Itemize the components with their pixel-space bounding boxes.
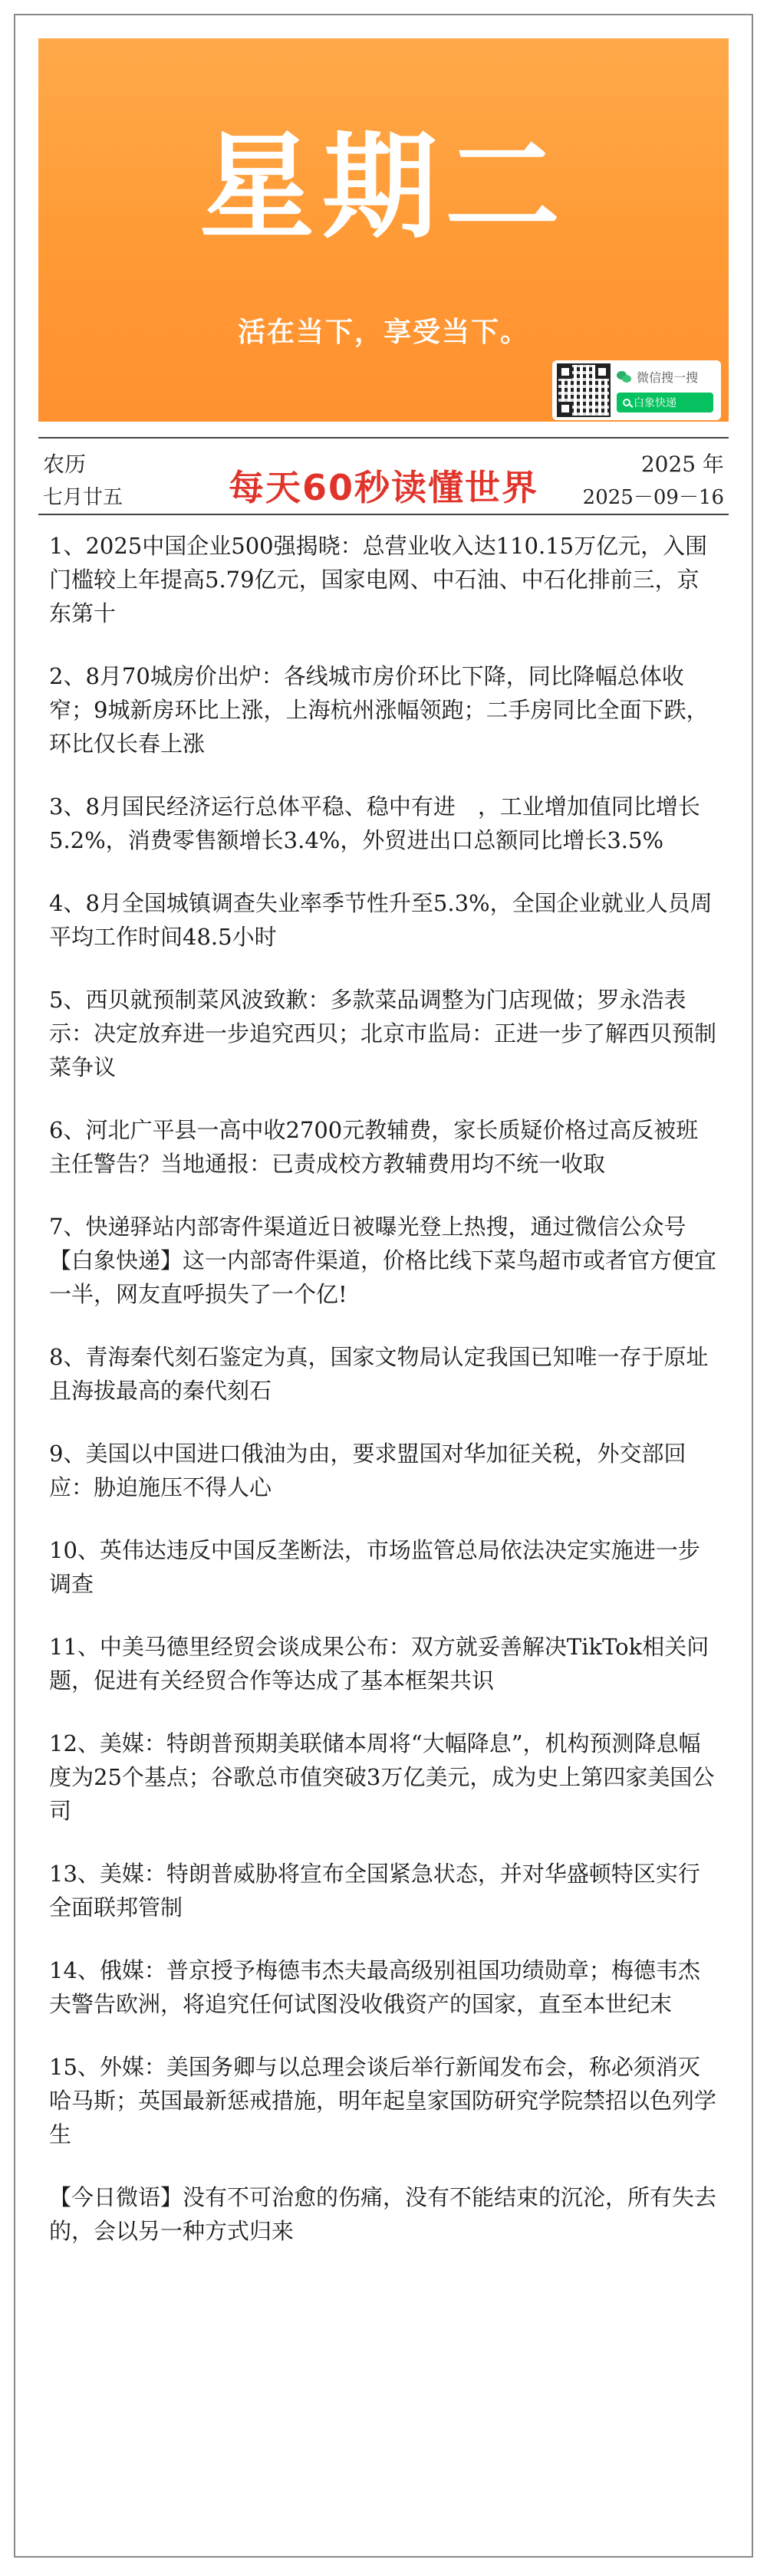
news-item-15: 15、外媒：美国务卿与以总理会谈后举行新闻发布会，称必须消灭哈马斯；英国最新惩戒措施，明年起皇家国防研究学院禁招以色列学生 xyxy=(49,2054,717,2147)
daily-quote: 【今日微语】没有不可治愈的伤痛，没有不能结束的沉沦，所有失去的，会以另一种方式归来 xyxy=(49,2184,717,2244)
year-label: 2025 年 xyxy=(640,452,724,477)
search-icon xyxy=(623,399,630,406)
qr-code-icon[interactable] xyxy=(558,365,609,416)
full-date: 2025－09－16 xyxy=(582,486,724,509)
news-item-6: 6、河北广平县一高中收2700元教辅费，家长质疑价格过高反被班主任警告？当地通报：已责成校方教辅费用均不统一收取 xyxy=(49,1117,699,1177)
lunar-date: 七月廿五 xyxy=(43,486,123,509)
wechat-search-row xyxy=(617,368,698,386)
wechat-search-card[interactable] xyxy=(552,360,721,420)
search-pill-label: 白象快递 xyxy=(634,397,676,409)
page-headline: 每天60秒读懂世界 xyxy=(228,467,538,508)
news-item-4: 4、8月全国城镇调查失业率季节性升至5.3%，全国企业就业人员周平均工作时间48.5小时 xyxy=(49,890,713,950)
lunar-label: 农历 xyxy=(43,452,87,477)
news-item-13: 13、美媒：特朗普威胁将宣布全国紧急状态，并对华盛顿特区实行全面联邦管制 xyxy=(49,1861,700,1921)
weekday-title: 星期二 xyxy=(199,121,568,255)
banner-slogan: 活在当下，享受当下。 xyxy=(237,317,529,348)
news-list xyxy=(49,529,719,2270)
divider-top xyxy=(38,437,729,439)
news-item-10: 10、英伟达违反中国反垄断法，市场监管总局依法决定实施进一步调查 xyxy=(49,1537,700,1597)
news-item-14: 14、俄媒：普京授予梅德韦杰夫最高级别祖国功绩勋章；梅德韦杰夫警告欧洲，将追究任何试图没收俄资产的国家，直至本世纪末 xyxy=(49,1957,700,2017)
news-item-5: 5、西贝就预制菜风波致歉：多款菜品调整为门店现做；罗永浩表示：决定放弃进一步追究西贝；北京市监局：正进一步了解西贝预制菜争议 xyxy=(49,987,717,1080)
news-item-7: 7、快递驿站内部寄件渠道近日被曝光登上热搜，通过微信公众号【白象快递】这一内部寄件渠道，价格比线下菜鸟超市或者官方便宜一半，网友直呼损失了一个亿! xyxy=(49,1214,717,1307)
news-item-2: 2、8月70城房价出炉：各线城市房价环比下降，同比降幅总体收窄；9城新房环比上涨，上海杭州涨幅领跑；二手房同比全面下跌，环比仅长春上涨 xyxy=(49,663,709,757)
search-pill-button[interactable] xyxy=(617,393,713,412)
header-banner xyxy=(38,38,729,422)
news-item-11: 11、中美马德里经贸会谈成果公布：双方就妥善解决TikTok相关问题，促进有关经贸合作等达成了基本框架共识 xyxy=(49,1634,709,1694)
divider-bottom xyxy=(38,514,729,515)
news-item-3: 3、8月国民经济运行总体平稳、稳中有进 ，工业增加值同比增长5.2%，消费零售额增长3.4%，外贸进出口总额同比增长3.5% xyxy=(49,794,700,853)
news-item-8: 8、青海秦代刻石鉴定为真，国家文物局认定我国已知唯一存于原址且海拔最高的秦代刻石 xyxy=(49,1344,709,1404)
news-item-9: 9、美国以中国进口俄油为由，要求盟国对华加征关税，外交部回应：胁迫施压不得人心 xyxy=(49,1441,686,1500)
wechat-search-icon xyxy=(617,371,632,383)
wechat-search-label: 微信搜一搜 xyxy=(637,370,699,385)
news-item-12: 12、美媒：特朗普预期美联储本周将“大幅降息”，机构预测降息幅度为25个基点；谷歌总市值突破3万亿美元，成为史上第四家美国公司 xyxy=(49,1730,715,1824)
news-item-1: 1、2025中国企业500强揭晓：总营业收入达110.15万亿元，入围门槛较上年提高5.79亿元，国家电网、中石油、中石化排前三，京东第十 xyxy=(49,533,708,626)
